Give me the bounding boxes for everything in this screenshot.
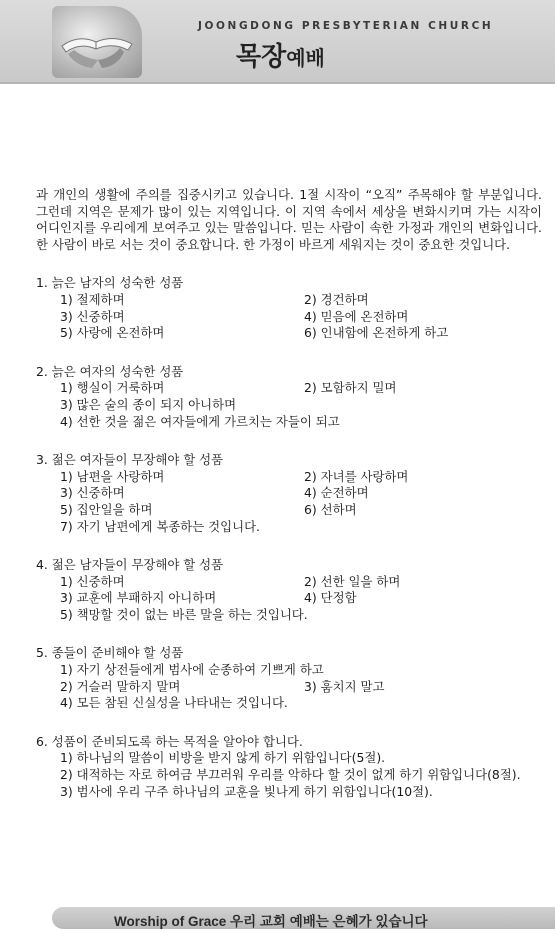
section-title: 1. 늙은 남자의 성숙한 성품	[36, 275, 184, 291]
list-item: 6) 인내함에 온전하게 하고	[304, 325, 449, 341]
list-row	[36, 679, 542, 696]
header-banner	[0, 0, 555, 84]
list-item: 7) 자기 남편에게 복종하는 것입니다.	[60, 518, 260, 534]
footer-text: Worship of Grace 우리 교회 예배는 은혜가 있습니다	[114, 914, 428, 929]
list-row	[36, 485, 542, 502]
list-item: 4) 단정함	[304, 590, 357, 606]
list-item: 1) 행실이 거룩하며	[60, 380, 165, 396]
list-item: 2) 거슬러 말하지 말며	[60, 678, 181, 694]
section-1	[36, 275, 542, 341]
section-title: 2. 늙은 여자의 성숙한 성품	[36, 363, 184, 379]
list-row	[36, 590, 542, 607]
section-4	[36, 557, 542, 623]
church-name: JOONGDONG PRESBYTERIAN CHURCH	[198, 20, 494, 32]
list-item: 1) 남편을 사랑하며	[60, 468, 165, 484]
list-row	[36, 309, 542, 326]
section-3	[36, 452, 542, 535]
list-item: 3) 신중하며	[60, 308, 125, 324]
list-row	[36, 380, 542, 397]
list-item: 5) 집안일을 하며	[60, 501, 153, 517]
list-item: 3) 신중하며	[60, 485, 125, 501]
section-title: 6. 성품이 준비되도록 하는 목적을 알아야 합니다.	[36, 733, 303, 749]
list-item: 2) 선한 일을 하며	[304, 573, 401, 589]
section-title: 3. 젊은 여자들이 무장해야 할 성품	[36, 452, 224, 468]
section-title: 4. 젊은 남자들이 무장해야 할 성품	[36, 557, 224, 573]
list-item: 5) 사랑에 온전하며	[60, 325, 165, 341]
list-item: 2) 모함하지 밀며	[304, 380, 397, 396]
service-title-sub: 예배	[286, 46, 325, 70]
list-item: 4) 모든 참된 신실성을 나타내는 것입니다.	[60, 695, 288, 711]
list-item: 4) 믿음에 온전하며	[304, 308, 409, 324]
list-item: 6) 선하며	[304, 501, 357, 517]
section-title: 5. 종들이 준비해야 할 성품	[36, 645, 184, 661]
list-item: 1) 절제하며	[60, 291, 125, 307]
service-title-main: 목장	[236, 42, 287, 72]
list-item: 1) 신중하며	[60, 573, 125, 589]
footer-banner	[52, 907, 555, 929]
bible-hands-icon	[52, 6, 142, 78]
section-5	[36, 645, 542, 711]
sermon-content	[36, 187, 542, 800]
list-row	[36, 325, 542, 342]
list-item: 2) 대적하는 자로 하여금 부끄러워 우리를 악하다 할 것이 없게 하기 위함입니다(8절).	[60, 767, 521, 783]
list-item: 5) 책망할 것이 없는 바른 말을 하는 것입니다.	[60, 606, 308, 622]
list-item: 3) 교훈에 부패하지 아니하며	[60, 590, 217, 606]
list-item: 3) 많은 술의 종이 되지 아니하며	[60, 396, 237, 412]
list-row	[36, 292, 542, 309]
section-2	[36, 364, 542, 430]
list-item: 2) 자녀를 사랑하며	[304, 468, 409, 484]
list-item: 1) 하나님의 말씀이 비방을 받지 않게 하기 위함입니다(5절).	[60, 750, 386, 766]
list-row	[36, 502, 542, 519]
intro-paragraph: 과 개인의 생활에 주의를 집중시키고 있습니다. 1절 시작이 “오직” 주목해야 할 부분입니다. 그런데 지역은 문제가 많이 있는 지역입니다. 이 지역 속에서 세상을 변화시키며 가는 시작이 어디인지를 우리에게 보여주고 있는 말씀입니다. 믿는 사람이 속한 가정과 개인의 변화입니다. 한 사람이 바로 서는 것이 중요합니다. 한 가정이 바르게 세워지는 것이 중요한 것입니다.	[36, 187, 542, 252]
list-item: 1) 자기 상전들에게 범사에 순종하여 기쁘게 하고	[60, 662, 324, 678]
list-row	[36, 574, 542, 591]
list-item: 4) 순전하며	[304, 485, 369, 501]
service-title	[236, 36, 325, 73]
section-6	[36, 734, 542, 800]
list-item: 4) 선한 것을 젊은 여자들에게 가르치는 자들이 되고	[60, 413, 340, 429]
list-item: 2) 경건하며	[304, 291, 369, 307]
list-item: 3) 범사에 우리 구주 하나님의 교훈을 빛나게 하기 위함입니다(10절).	[60, 783, 433, 799]
list-row	[36, 469, 542, 486]
list-item: 3) 훔치지 말고	[304, 678, 385, 694]
